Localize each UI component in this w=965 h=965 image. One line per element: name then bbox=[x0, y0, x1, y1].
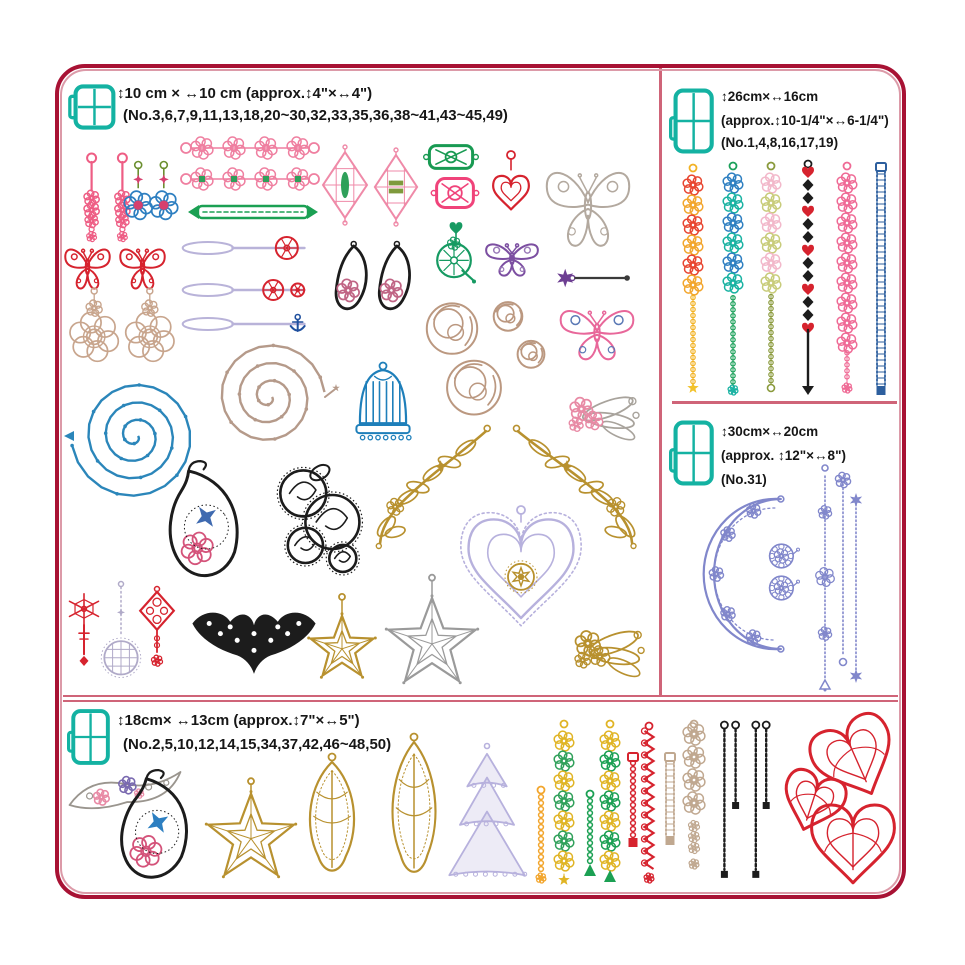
design-pink-green-flower-band bbox=[180, 166, 320, 192]
hoop-size-label: ↕10 cm × ↔10 cm (approx.↕4"×↔4") bbox=[117, 85, 373, 102]
design-gallery bbox=[59, 68, 902, 895]
design-red-yellow-flower-band bbox=[680, 164, 706, 394]
design-silver-star-ornament bbox=[384, 572, 480, 696]
design-purple-butterfly bbox=[480, 232, 544, 280]
design-numbers-label: (No.3,6,7,9,11,13,18,20~30,32,33,35,36,38~41,43~45,49) bbox=[123, 107, 508, 124]
design-tan-rose-small-2 bbox=[514, 337, 548, 369]
design-black-rose-corner-lace bbox=[270, 457, 374, 587]
design-pink-flower-band-vertical bbox=[836, 162, 858, 394]
embroidery-hoop-icon bbox=[67, 708, 111, 771]
hoop-size-label: ↕26cm×↔16cm bbox=[721, 89, 819, 104]
design-green-wheel-charm bbox=[436, 222, 476, 286]
design-red-ornate-pendant bbox=[137, 585, 177, 671]
design-purple-hat-pin bbox=[558, 267, 630, 289]
design-pink-olive-flower-band bbox=[759, 162, 783, 394]
design-black-zipper-chain-pair-1 bbox=[716, 720, 744, 884]
design-red-butterfly-pair bbox=[60, 234, 170, 294]
design-hairpin-with-two-wheels bbox=[178, 274, 314, 306]
design-pink-blue-butterfly bbox=[552, 292, 642, 366]
design-yellow-green-flower-band-2 bbox=[598, 720, 622, 884]
design-flower-chain-long bbox=[814, 464, 836, 692]
design-hairpin-with-anchor bbox=[178, 310, 314, 338]
design-yellow-green-flower-band-1 bbox=[552, 720, 576, 886]
design-tan-rose-cluster-2 bbox=[442, 352, 506, 418]
design-pink-flower-band bbox=[180, 136, 320, 160]
design-star-chain bbox=[847, 492, 865, 684]
design-pink-buckle-ornament bbox=[432, 174, 478, 212]
design-green-buckle-ornament bbox=[424, 142, 478, 172]
design-green-arrow-band bbox=[186, 200, 320, 224]
design-tan-spiral-rose bbox=[207, 337, 331, 457]
design-hairpin-with-wheel bbox=[178, 234, 314, 262]
design-pink-lattice-ornament bbox=[320, 144, 370, 226]
design-black-lace-necklace bbox=[184, 600, 324, 684]
design-black-zipper-chain-pair-2 bbox=[748, 720, 774, 884]
hoop-size-approx-label: (approx. ↕12"×↔8") bbox=[721, 448, 846, 463]
design-green-chain-band bbox=[582, 790, 598, 878]
design-black-lace-feather-2 bbox=[102, 774, 210, 886]
design-taupe-butterfly bbox=[537, 144, 639, 256]
design-numbers-label: (No.1,4,8,16,17,19) bbox=[721, 135, 839, 150]
design-orange-chain-band bbox=[532, 786, 550, 884]
design-gold-star-pendant bbox=[307, 592, 377, 690]
design-gold-drop-ornament-1 bbox=[294, 752, 370, 886]
design-pink-lattice-ornament-2 bbox=[372, 147, 420, 227]
design-lavender-drop-pendant bbox=[102, 580, 140, 688]
design-gold-bee-corner bbox=[562, 614, 648, 684]
design-gold-star-ornament-2 bbox=[204, 776, 298, 884]
design-flower-medallion-1 bbox=[767, 542, 799, 570]
hoop-size-approx-label: (approx.↕10-1/4"×↔6-1/4") bbox=[721, 113, 889, 128]
design-numbers-label: (No.2,5,10,12,14,15,34,37,42,46~48,50) bbox=[123, 736, 392, 753]
design-blue-flower-earring-pair bbox=[122, 159, 180, 227]
design-tan-knot-band bbox=[678, 720, 710, 870]
hoop-size-label: ↕18cm× ↔13cm (approx.↕7"×↔5") bbox=[117, 712, 360, 729]
design-tan-rose-small bbox=[488, 298, 528, 332]
design-blue-green-flower-band bbox=[719, 162, 747, 396]
design-flower-medallion-2 bbox=[767, 574, 799, 602]
design-red-lace-heart-bottom bbox=[808, 800, 898, 890]
design-tan-chain-small bbox=[663, 752, 677, 846]
embroidery-hoop-icon bbox=[669, 418, 715, 493]
design-red-heart-pendant bbox=[492, 150, 530, 216]
embroidery-hoop-icon bbox=[669, 86, 715, 161]
design-black-paisley-earring-pair bbox=[327, 240, 419, 324]
design-tan-rose-cluster bbox=[422, 294, 482, 358]
hoop-size-label: ↕30cm×↔20cm bbox=[721, 424, 819, 439]
design-lavender-lace-tree bbox=[446, 742, 528, 890]
design-red-ornate-band bbox=[638, 722, 660, 884]
design-blue-chain-band bbox=[871, 162, 891, 396]
design-numbers-label: (No.31) bbox=[721, 472, 767, 487]
design-tan-knot-earring-pair bbox=[64, 286, 180, 368]
design-red-snowflake-pendant bbox=[65, 587, 103, 671]
design-hearts-diamonds-band bbox=[796, 160, 820, 396]
embroidery-hoop-icon bbox=[67, 84, 117, 135]
design-black-lace-feather bbox=[150, 464, 260, 586]
design-periwinkle-crescent-lace bbox=[699, 494, 823, 654]
design-gold-drop-ornament-2 bbox=[377, 732, 451, 890]
page-border bbox=[55, 64, 906, 899]
